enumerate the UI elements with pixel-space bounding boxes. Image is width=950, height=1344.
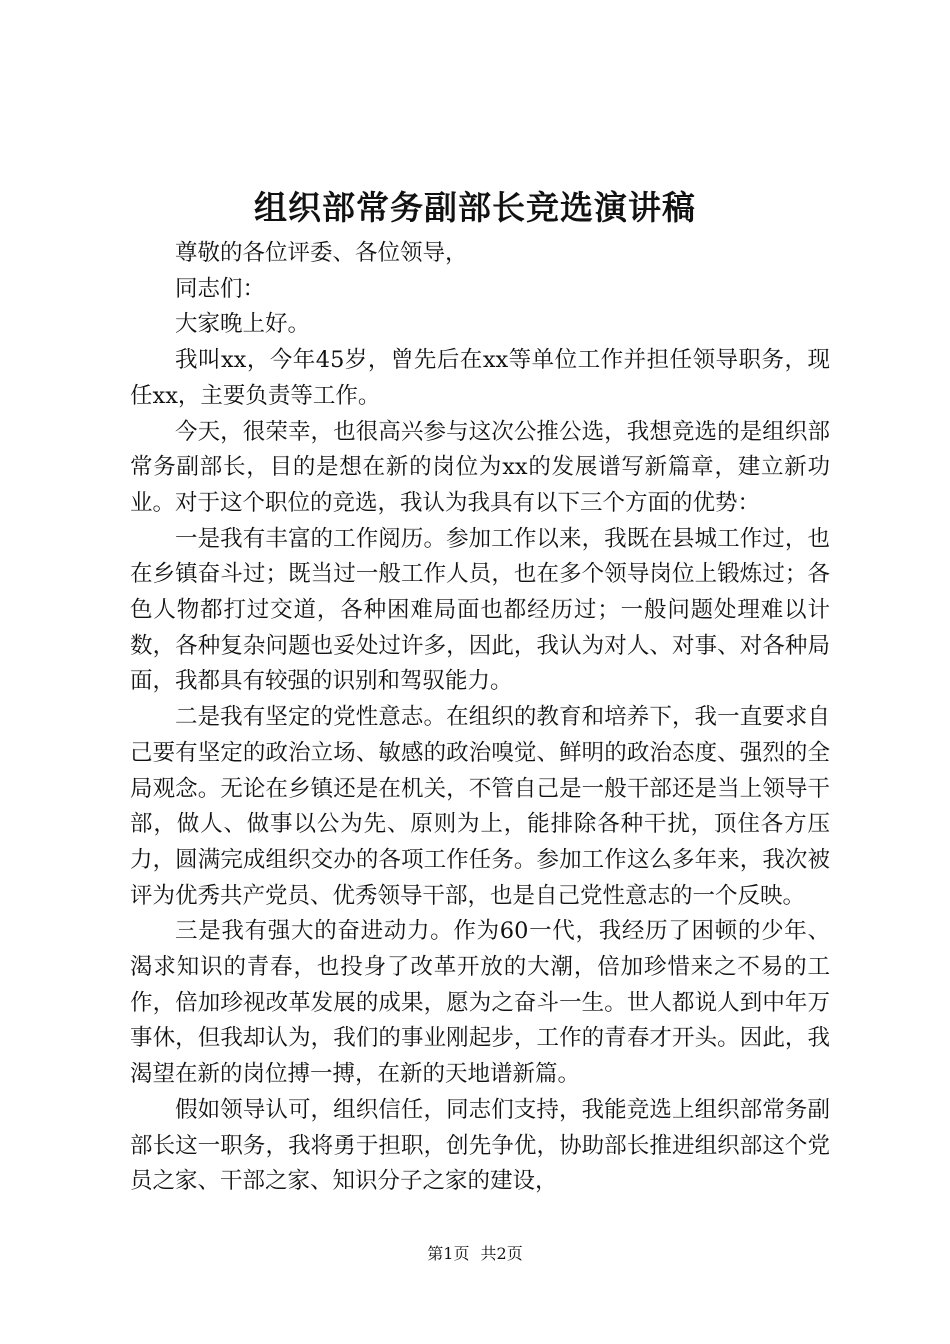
document-title: 组织部常务副部长竞选演讲稿 (254, 188, 696, 227)
paragraph-motivation: 今天，很荣幸，也很高兴参与这次公推公选，我想竞选的是组织部常务副部长，目的是想在新的岗位为xx的发展谱写新篇章，建立新功业。对于这个职位的竞选，我认为我具有以下三个方面的优势： (130, 418, 830, 516)
greeting-line: 大家晚上好。 (175, 311, 311, 338)
paragraph-commitment: 假如领导认可，组织信任，同志们支持，我能竞选上组织部常务副部长这一职务，我将勇于担职，创先争优，协助部长推进组织部这个党员之家、干部之家、知识分子之家的建设， (130, 1096, 830, 1195)
paragraph-self-intro: 我叫xx，今年45岁，曾先后在xx等单位工作并担任领导职务，现任xx，主要负责等工作。 (130, 347, 830, 409)
paragraph-advantage-2: 二是我有坚定的党性意志。在组织的教育和培养下，我一直要求自己要有坚定的政治立场、敏感的政治嗅觉、鲜明的政治态度、强烈的全局观念。无论在乡镇还是在机关，不管自己是一般干部还是当上领导干部，做人、做事以公为先、原则为上，能排除各种干扰，顶住各方压力，圆满完成组织交办的各项工作任务。参加工作这么多年来，我次被评为优秀共产党员、优秀领导干部，也是自己党性意志的一个反映。 (130, 704, 830, 909)
page-footer (0, 1242, 950, 1266)
paragraph-advantage-1: 一是我有丰富的工作阅历。参加工作以来，我既在县城工作过，也在乡镇奋斗过；既当过一般工作人员，也在多个领导岗位上锻炼过；各色人物都打过交道，各种困难局面也都经历过；一般问题处理难以计数，各种复杂问题也妥处过许多，因此，我认为对人、对事、对各种局面，我都具有较强的识别和驾驭能力。 (130, 525, 830, 695)
salutation-line: 同志们： (175, 275, 266, 302)
salutation-line: 尊敬的各位评委、各位领导， (175, 240, 468, 266)
page-number: 第1页 (427, 1244, 470, 1263)
document-body (130, 236, 830, 1200)
paragraph-advantage-3: 三是我有强大的奋进动力。作为60一代，我经历了困顿的少年、渴求知识的青春，也投身了改革开放的大潮，倍加珍惜来之不易的工作，倍加珍视改革发展的成果，愿为之奋斗一生。世人都说人到中年万事休，但我却认为，我们的事业刚起步，工作的青春才开头。因此，我渴望在新的岗位搏一搏，在新的天地谱新篇。 (130, 918, 830, 1088)
page-total: 共2页 (480, 1244, 523, 1263)
